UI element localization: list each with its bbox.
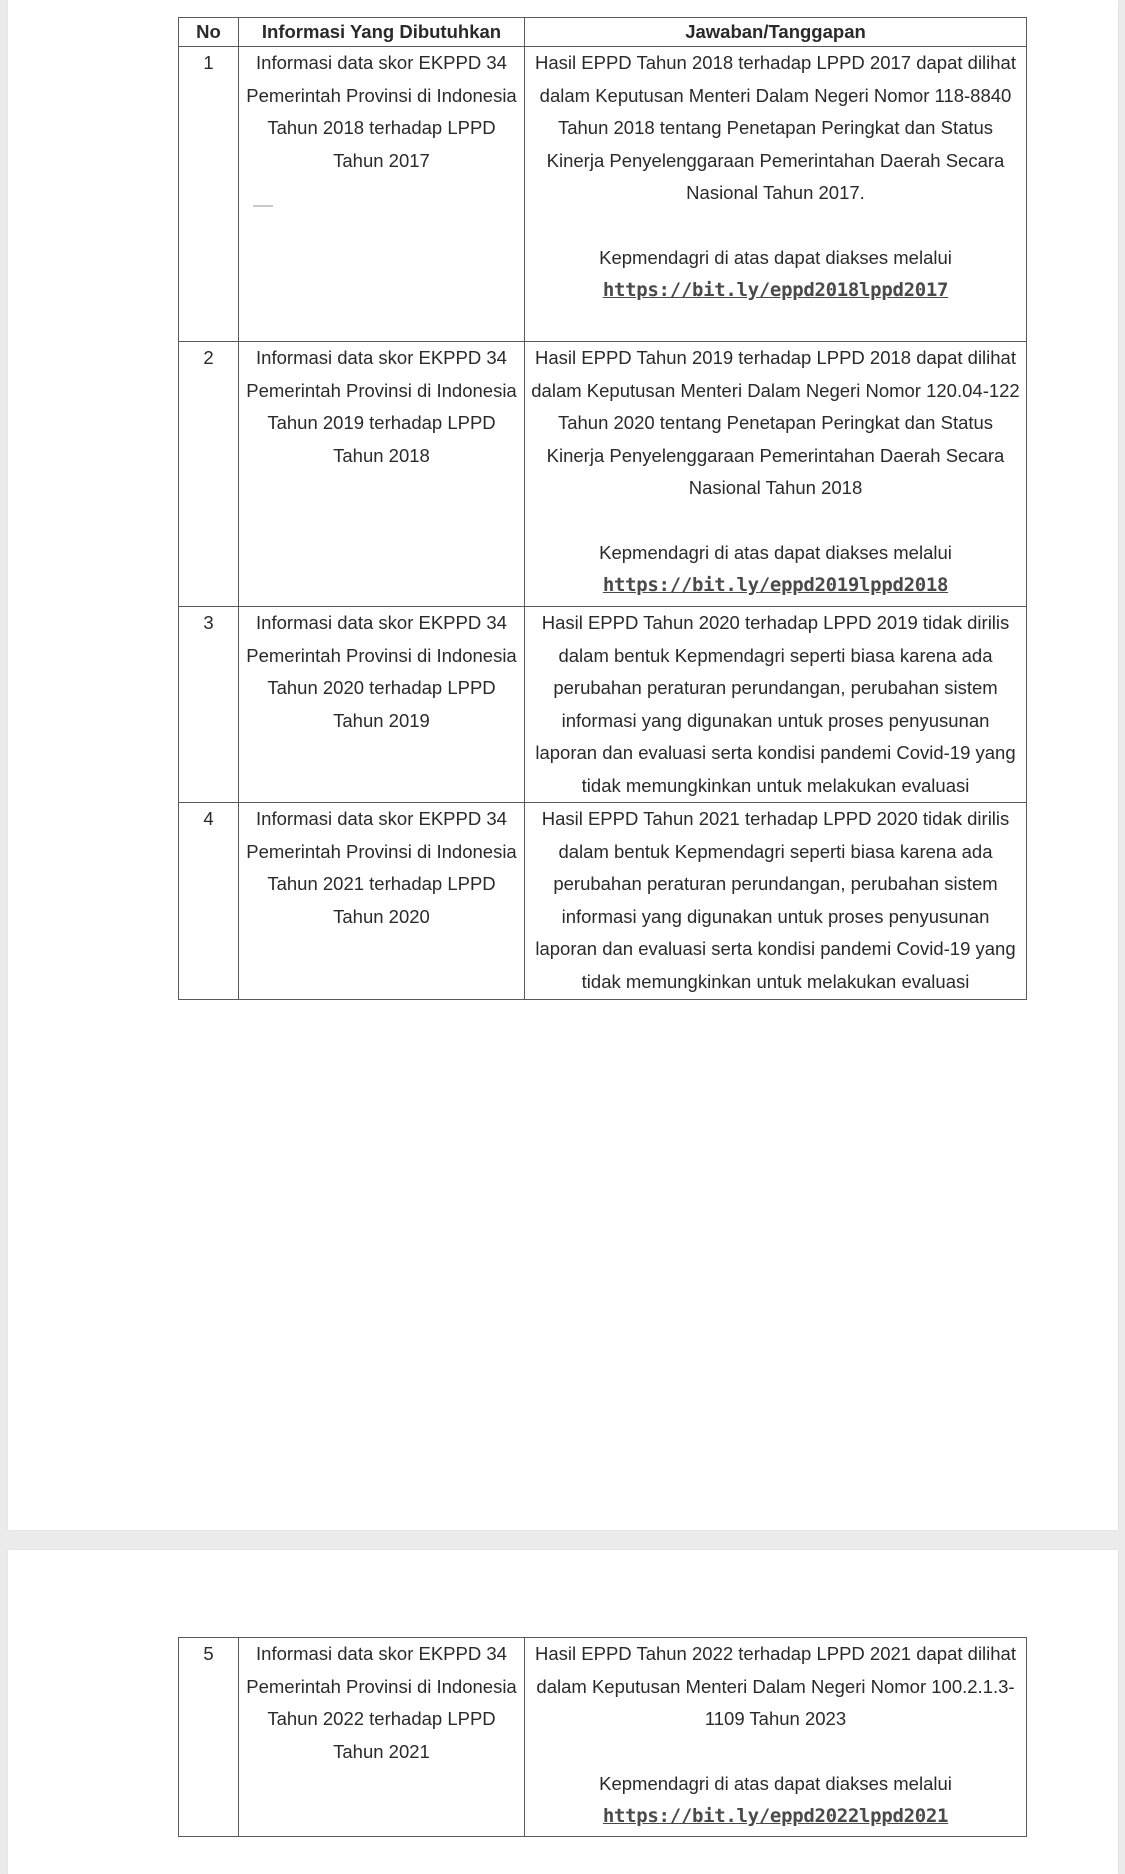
answer-text: Hasil EPPD Tahun 2021 terhadap LPPD 2020 tidak dirilis dalam bentuk Kepmendagri seperti biasa karena ada perubahan peraturan perundangan, perubahan sistem informasi yang digunakan untuk proses penyusunan laporan dan evaluasi serta kondisi pandemi Covid-19 yang tidak memungkinkan untuk melakukan evaluasi xyxy=(535,808,1016,992)
answer-text: Hasil EPPD Tahun 2020 terhadap LPPD 2019 tidak dirilis dalam bentuk Kepmendagri seperti biasa karena ada perubahan peraturan perundangan, perubahan sistem informasi yang digunakan untuk proses penyusunan laporan dan evaluasi serta kondisi pandemi Covid-19 yang tidak memungkinkan untuk melakukan evaluasi xyxy=(535,612,1016,796)
answer-text: Hasil EPPD Tahun 2022 terhadap LPPD 2021 dapat dilihat dalam Keputusan Menteri Dalam Negeri Nomor 100.2.1.3-1109 Tahun 2023 xyxy=(535,1643,1016,1729)
document-link[interactable]: https://bit.ly/eppd2022lppd2021 xyxy=(602,1805,949,1827)
header-info: Informasi Yang Dibutuhkan xyxy=(239,18,525,47)
information-table xyxy=(178,17,1027,1000)
header-no: No xyxy=(179,18,239,47)
requested-info: Informasi data skor EKPPD 34 Pemerintah Provinsi di Indonesia Tahun 2019 terhadap LPPD Tahun 2018 xyxy=(239,342,525,607)
answer-cell xyxy=(525,1638,1027,1837)
requested-info: Informasi data skor EKPPD 34 Pemerintah Provinsi di Indonesia Tahun 2021 terhadap LPPD Tahun 2020 xyxy=(239,803,525,1000)
document-page-1 xyxy=(8,0,1118,1530)
information-table-continued xyxy=(178,1637,1027,1837)
answer-cell xyxy=(525,803,1027,1000)
access-text: Kepmendagri di atas dapat diakses melalui xyxy=(599,541,952,563)
document-link[interactable]: https://bit.ly/eppd2019lppd2018 xyxy=(602,574,949,596)
answer-cell xyxy=(525,607,1027,803)
document-page-2 xyxy=(8,1550,1118,1874)
header-answer: Jawaban/Tanggapan xyxy=(525,18,1027,47)
answer-text: Hasil EPPD Tahun 2019 terhadap LPPD 2018 dapat dilihat dalam Keputusan Menteri Dalam Negeri Nomor 120.04-122 Tahun 2020 tentang Penetapan Peringkat dan Status Kinerja Penyelenggaraan Pemerintahan Daerah Secara Nasional Tahun 2018 xyxy=(531,347,1020,498)
table-row xyxy=(179,342,1027,607)
row-number: 4 xyxy=(179,803,239,1000)
table-row xyxy=(179,1638,1027,1837)
table-header-row xyxy=(179,18,1027,47)
row-number: 5 xyxy=(179,1638,239,1837)
answer-cell xyxy=(525,47,1027,342)
requested-info: Informasi data skor EKPPD 34 Pemerintah Provinsi di Indonesia Tahun 2020 terhadap LPPD Tahun 2019 xyxy=(239,607,525,803)
row-number: 3 xyxy=(179,607,239,803)
table-row xyxy=(179,803,1027,1000)
requested-info: Informasi data skor EKPPD 34 Pemerintah Provinsi di Indonesia Tahun 2022 terhadap LPPD Tahun 2021 xyxy=(239,1638,525,1837)
table-row xyxy=(179,607,1027,803)
access-text: Kepmendagri di atas dapat diakses melalui xyxy=(599,246,952,268)
access-text: Kepmendagri di atas dapat diakses melalui xyxy=(599,1772,952,1794)
row-number: 1 xyxy=(179,47,239,342)
requested-info: Informasi data skor EKPPD 34 Pemerintah Provinsi di Indonesia Tahun 2018 terhadap LPPD Tahun 2017 xyxy=(239,47,525,342)
answer-cell xyxy=(525,342,1027,607)
table-row xyxy=(179,47,1027,342)
row-number: 2 xyxy=(179,342,239,607)
answer-text: Hasil EPPD Tahun 2018 terhadap LPPD 2017 dapat dilihat dalam Keputusan Menteri Dalam Negeri Nomor 118-8840 Tahun 2018 tentang Penetapan Peringkat dan Status Kinerja Penyelenggaraan Pemerintahan Daerah Secara Nasional Tahun 2017. xyxy=(535,52,1016,203)
document-link[interactable]: https://bit.ly/eppd2018lppd2017 xyxy=(602,279,949,301)
